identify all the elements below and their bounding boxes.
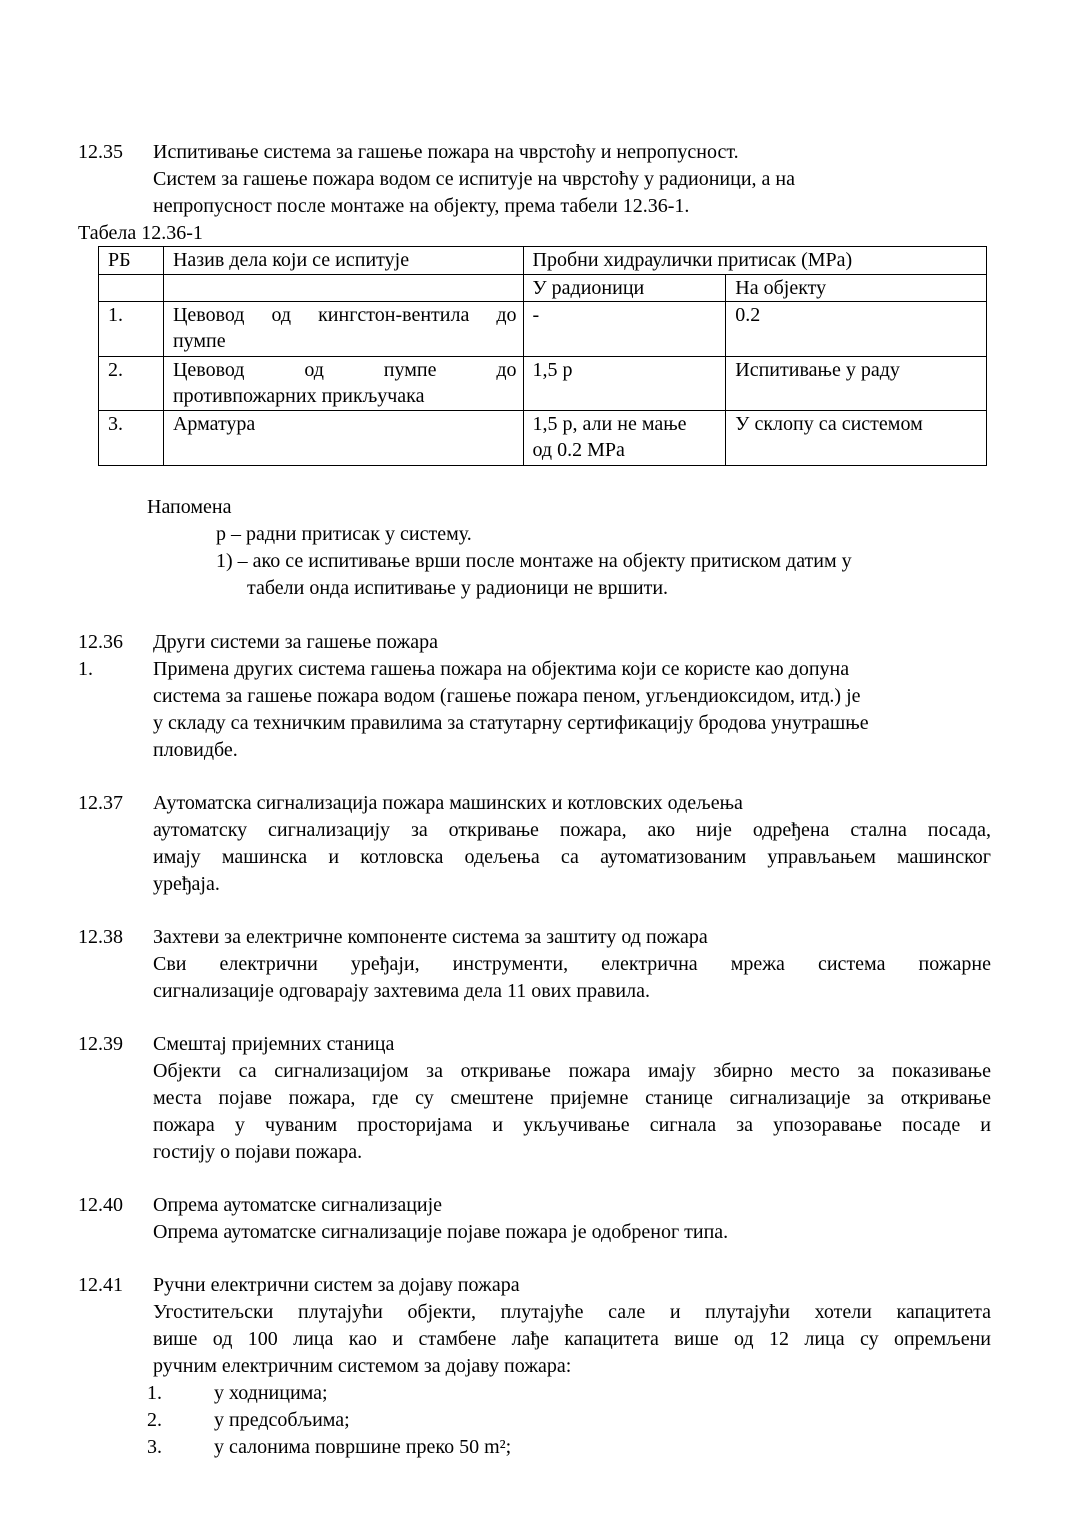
section-title: Други системи за гашење пожара <box>153 631 438 653</box>
table-subheader-row <box>99 275 987 302</box>
cell-on-site: У склопу са системом <box>726 411 987 466</box>
header-workshop: У радионици <box>523 275 726 302</box>
section-number: 12.40 <box>78 1194 123 1216</box>
section-number: 12.39 <box>78 1033 123 1055</box>
paragraph-line: у складу са техничким правилима за статутарну сертификацију бродова унутрашње <box>153 712 869 734</box>
header-rb: РБ <box>99 247 164 275</box>
paragraph-line: гостију о појави пожара. <box>153 1141 363 1163</box>
paragraph-line: имају машинска и котловска одељења са аутоматизованим управљањем машинског <box>153 846 991 868</box>
section-number: 12.36 <box>78 631 123 653</box>
paragraph-line: уређаја. <box>153 873 220 895</box>
note-label: Напомена <box>147 496 232 518</box>
section-number: 12.37 <box>78 792 123 814</box>
list-item: 1. у ходницима; <box>147 1382 328 1404</box>
item-number: 1. <box>78 658 93 680</box>
section-title: Ручни електрични систем за дојаву пожара <box>153 1274 520 1296</box>
section-title: Смештај пријемних станица <box>153 1033 395 1055</box>
header-on-site: На објекту <box>726 275 987 302</box>
section-title: Аутоматска сигнализација пожара машинских и котловских одељења <box>153 792 743 814</box>
section-number: 12.41 <box>78 1274 123 1296</box>
paragraph-line: система за гашење пожара водом (гашење пожара пеном, угљендиоксидом, итд.) је <box>153 685 861 707</box>
paragraph-line: пловидбе. <box>153 739 238 761</box>
list-item: 3. у салонима површине преко 50 m²; <box>147 1436 512 1458</box>
table-row <box>99 357 987 411</box>
paragraph-line: места појаве пожара, где су смештене пријемне станице сигнализације за откривање <box>153 1087 991 1109</box>
paragraph-line: непропусност после монтаже на објекту, према табели 12.36-1. <box>153 195 690 217</box>
cell-name: Арматура <box>163 411 523 466</box>
cell-workshop: 1,5 p <box>523 357 726 411</box>
cell-workshop: - <box>523 302 726 357</box>
paragraph-line: сигнализације одговарају захтевима дела 11 ових правила. <box>153 980 650 1002</box>
paragraph-line: Сви електрични уређаји, инструменти, електрична мрежа система пожарне <box>153 953 991 975</box>
section-title: Захтеви за електричне компоненте система за заштиту од пожара <box>153 926 708 948</box>
table-header-row <box>99 247 987 275</box>
cell-name: Цевовод од пумпе до противпожарних прикључака <box>163 357 523 411</box>
table-caption: Табела 12.36-1 <box>78 222 203 244</box>
note-line: табели онда испитивање у радионици не вршити. <box>247 577 669 599</box>
list-item: 2. у предсобљима; <box>147 1409 350 1431</box>
paragraph-line: пожара у чуваним просторијама и укључивање сигнала за упозоравање посаде и <box>153 1114 991 1136</box>
cell-on-site: Испитивање у раду <box>726 357 987 411</box>
paragraph-line: Угоститељски плутајући објекти, плутајуће сале и плутајући хотели капацитета <box>153 1301 991 1323</box>
cell-name: Цевовод од кингстон-вентила до пумпе <box>163 302 523 357</box>
paragraph-line: Опрема аутоматске сигнализације појаве пожара је одобреног типа. <box>153 1221 729 1243</box>
section-number: 12.38 <box>78 926 123 948</box>
cell-on-site: 0.2 <box>726 302 987 357</box>
cell-rb: 1. <box>99 302 164 357</box>
cell-rb: 3. <box>99 411 164 466</box>
cell-workshop: 1,5 p, али не мање од 0.2 MPa <box>523 411 726 466</box>
section-number: 12.35 <box>78 141 123 163</box>
paragraph-line: више од 100 лица као и стамбене лађе капацитета више од 12 лица су опремљени <box>153 1328 991 1350</box>
note-line: 1) – ако се испитивање врши после монтаже на објекту притиском датим у <box>216 550 852 572</box>
section-title: Испитивање система за гашење пожара на чврстоћу и непропусност. <box>153 141 739 163</box>
pressure-test-table <box>98 246 987 466</box>
paragraph-line: Систем за гашење пожара водом се испитује на чврстоћу у радионици, а на <box>153 168 795 190</box>
paragraph-line: Објекти са сигнализацијом за откривање пожара имају збирно место за показивање <box>153 1060 991 1082</box>
paragraph-line: аутоматску сигнализацију за откривање пожара, ако није одређена стална посада, <box>153 819 991 841</box>
note-line: p – радни притисак у систему. <box>216 523 472 545</box>
cell-rb: 2. <box>99 357 164 411</box>
paragraph-line: Примена других система гашења пожара на објектима који се користе као допуна <box>153 658 850 680</box>
section-title: Опрема аутоматске сигнализације <box>153 1194 443 1216</box>
table-row <box>99 411 987 466</box>
header-name: Назив дела који се испитује <box>163 247 523 275</box>
table-row <box>99 302 987 357</box>
header-pressure: Пробни хидраулички притисак (MPa) <box>523 247 987 275</box>
paragraph-line: ручним електричним системом за дојаву пожара: <box>153 1355 572 1377</box>
